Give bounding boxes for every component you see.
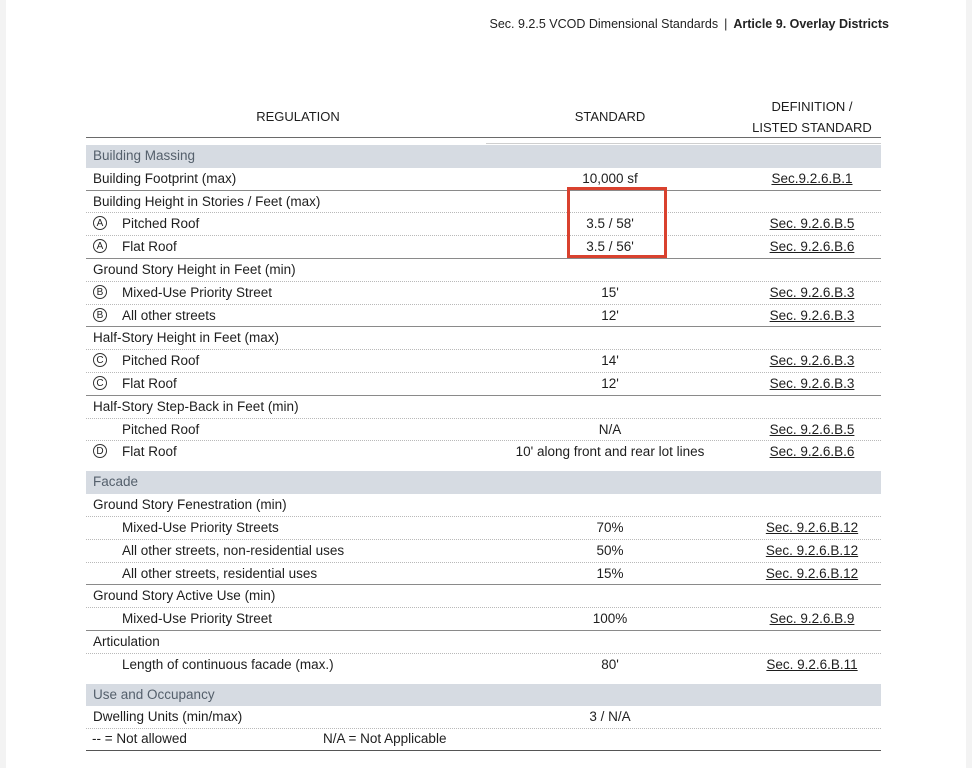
standard-value: 3.5 / 58' xyxy=(586,216,634,232)
definition-link[interactable]: Sec. 9.2.6.B.5 xyxy=(769,216,855,232)
diagram-marker-a: A xyxy=(93,216,107,230)
table-row xyxy=(86,419,881,442)
standard-value: 15% xyxy=(596,565,624,581)
section-title: Sec. 9.2.5 VCOD Dimensional Standards xyxy=(489,17,719,31)
standards-table xyxy=(86,145,881,729)
diagram-marker-a: A xyxy=(93,239,107,253)
regulation-label: Mixed-Use Priority Street xyxy=(122,611,273,627)
table-row xyxy=(86,191,881,214)
table-row xyxy=(86,585,881,608)
table-row xyxy=(86,706,881,729)
standard-value: 10' along front and rear lot lines xyxy=(515,444,705,460)
regulation-group-label: Half-Story Step-Back in Feet (min) xyxy=(93,398,299,414)
table-row xyxy=(86,494,881,517)
column-header-definition-line1: DEFINITION / xyxy=(771,99,853,114)
regulation-label: Mixed-Use Priority Street xyxy=(122,284,273,300)
standard-value: 100% xyxy=(592,611,628,627)
diagram-marker-b: B xyxy=(93,285,107,299)
definition-link[interactable]: Sec. 9.2.6.B.12 xyxy=(765,565,859,581)
definition-link[interactable]: Sec. 9.2.6.B.6 xyxy=(769,239,855,255)
definition-link[interactable]: Sec. 9.2.6.B.3 xyxy=(769,284,855,300)
section-label: Use and Occupancy xyxy=(93,686,215,702)
diagram-marker-d: D xyxy=(93,444,107,458)
standard-value: 12' xyxy=(601,307,619,323)
regulation-group-label: Half-Story Height in Feet (max) xyxy=(93,330,280,346)
definition-link[interactable]: Sec. 9.2.6.B.3 xyxy=(769,375,855,391)
table-row xyxy=(86,282,881,305)
header-divider xyxy=(86,137,881,138)
table-row xyxy=(86,259,881,282)
highlight-annotation-box xyxy=(567,187,667,258)
table-row xyxy=(86,441,881,464)
regulation-group-label: Ground Story Height in Feet (min) xyxy=(93,261,296,277)
table-row xyxy=(86,654,881,677)
table-row xyxy=(86,563,881,586)
definition-link[interactable]: Sec. 9.2.6.B.3 xyxy=(769,353,855,369)
footer-divider xyxy=(86,750,881,751)
regulation-label: All other streets, non-residential uses xyxy=(122,542,345,558)
table-row xyxy=(86,305,881,328)
regulation-label: Flat Roof xyxy=(122,444,177,460)
section-row-building-massing xyxy=(86,145,881,168)
table-row xyxy=(86,608,881,631)
definition-link[interactable]: Sec.9.2.6.B.1 xyxy=(771,170,853,186)
article-title: Article 9. Overlay Districts xyxy=(733,17,889,31)
section-label: Building Massing xyxy=(93,148,196,163)
document-page xyxy=(6,0,966,768)
standard-value: 70% xyxy=(596,519,624,535)
table-column-headers xyxy=(86,96,880,138)
regulation-label: All other streets xyxy=(122,307,216,323)
legend-not-applicable: N/A = Not Applicable xyxy=(323,731,447,746)
definition-link[interactable]: Sec. 9.2.6.B.12 xyxy=(765,542,859,558)
definition-link[interactable]: Sec. 9.2.6.B.12 xyxy=(765,519,859,535)
column-header-definition xyxy=(736,96,888,138)
definition-link[interactable]: Sec. 9.2.6.B.6 xyxy=(769,444,855,460)
header-subdivider xyxy=(486,143,881,144)
diagram-marker-c: C xyxy=(93,353,107,367)
regulation-label: Flat Roof xyxy=(122,375,177,391)
standard-value: 50% xyxy=(596,542,624,558)
diagram-marker-b: B xyxy=(93,308,107,322)
table-row xyxy=(86,540,881,563)
regulation-group-label: Building Height in Stories / Feet (max) xyxy=(93,193,321,209)
table-row xyxy=(86,213,881,236)
standard-value: 14' xyxy=(601,353,619,369)
definition-link[interactable]: Sec. 9.2.6.B.11 xyxy=(766,656,858,672)
table-row xyxy=(86,236,881,259)
column-header-regulation: REGULATION xyxy=(256,109,340,124)
table-row xyxy=(86,517,881,540)
regulation-label: Pitched Roof xyxy=(122,421,200,437)
standard-value: 12' xyxy=(601,375,619,391)
regulation-label: Pitched Roof xyxy=(122,216,200,232)
table-row xyxy=(86,373,881,396)
standard-value: 15' xyxy=(601,284,619,300)
column-header-standard: STANDARD xyxy=(574,109,646,124)
section-row-facade xyxy=(86,471,881,494)
table-row xyxy=(86,396,881,419)
standard-value: 80' xyxy=(601,656,619,672)
regulation-label: Flat Roof xyxy=(122,239,177,255)
standard-value: 3 / N/A xyxy=(589,709,631,725)
regulation-group-label: Ground Story Fenestration (min) xyxy=(93,497,287,513)
regulation-label: Length of continuous facade (max.) xyxy=(122,656,334,672)
regulation-group-label: Ground Story Active Use (min) xyxy=(93,588,276,604)
diagram-marker-c: C xyxy=(93,376,107,390)
regulation-label: Mixed-Use Priority Streets xyxy=(122,519,279,535)
table-row xyxy=(86,168,881,191)
regulation-label: Pitched Roof xyxy=(122,353,200,369)
regulation-group-label: Articulation xyxy=(93,633,160,649)
standard-value: 3.5 / 56' xyxy=(586,239,634,255)
definition-link[interactable]: Sec. 9.2.6.B.5 xyxy=(769,421,855,437)
running-header xyxy=(490,17,889,31)
table-row xyxy=(86,631,881,654)
table-row xyxy=(86,327,881,350)
definition-link[interactable]: Sec. 9.2.6.B.9 xyxy=(769,611,855,627)
definition-link[interactable]: Sec. 9.2.6.B.3 xyxy=(769,307,855,323)
section-label: Facade xyxy=(93,474,139,490)
legend-not-allowed: -- = Not allowed xyxy=(92,731,187,746)
regulation-label: Dwelling Units (min/max) xyxy=(93,709,243,725)
column-header-definition-line2: LISTED STANDARD xyxy=(752,120,872,135)
standard-value: 10,000 sf xyxy=(582,170,638,186)
header-separator: | xyxy=(724,17,728,31)
table-row xyxy=(86,350,881,373)
regulation-label: All other streets, residential uses xyxy=(122,565,318,581)
regulation-label: Building Footprint (max) xyxy=(93,170,237,186)
section-row-use-and-occupancy xyxy=(86,684,881,707)
standard-value: N/A xyxy=(598,421,622,437)
